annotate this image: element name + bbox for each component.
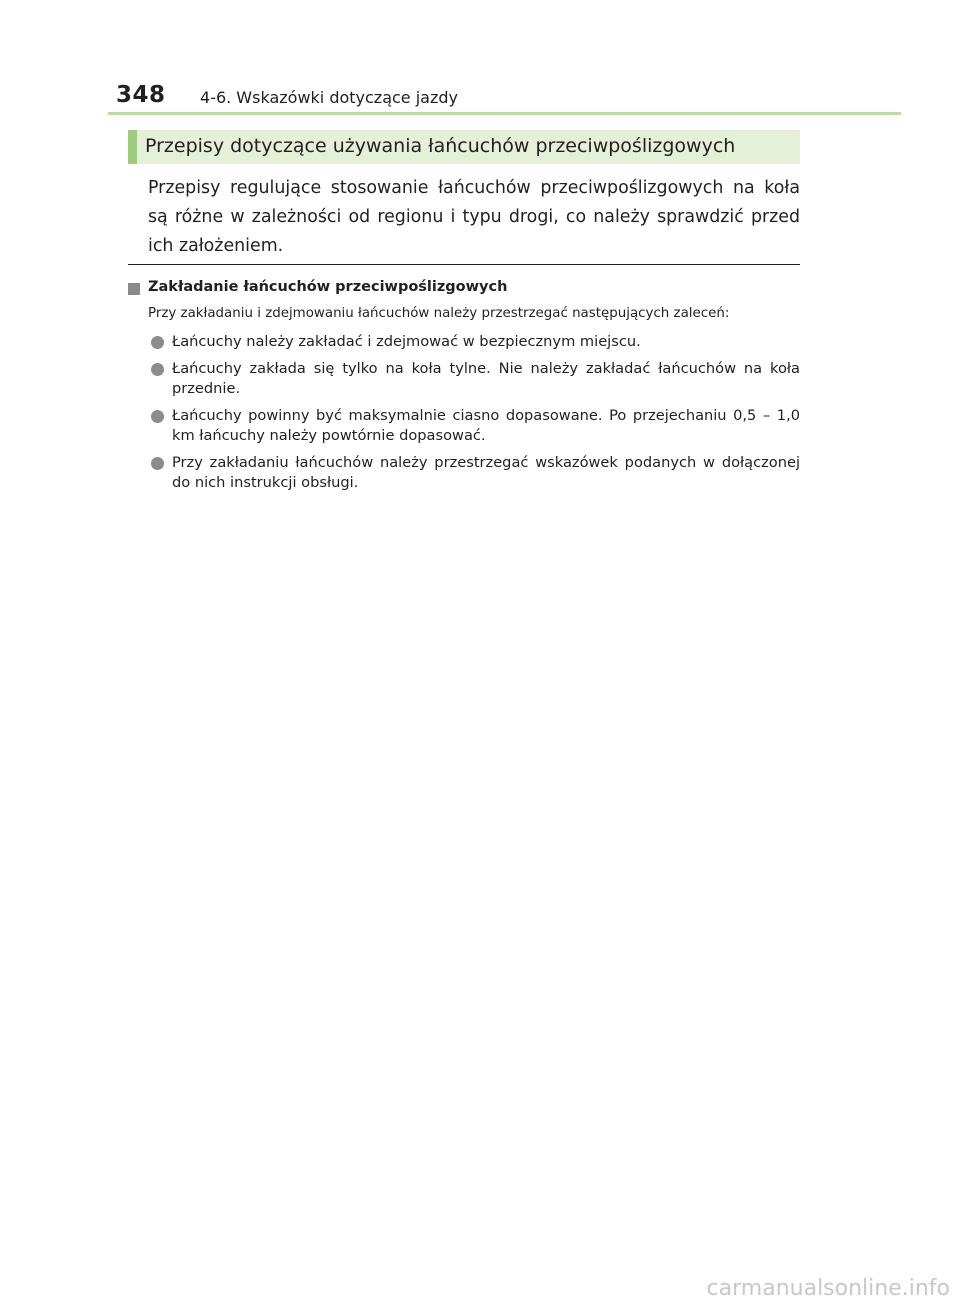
subsection-description: Przy zakładaniu i zdejmowaniu łańcuchów należy przestrzegać następujących zaleceń:: [148, 306, 730, 321]
circle-bullet-icon: [151, 336, 164, 349]
list-item-text: Łańcuchy zakłada się tylko na koła tylne. Nie należy zakładać łańcuchów na koła przednie.: [172, 359, 800, 397]
bullet-list: [148, 332, 800, 500]
list-item-text: Przy zakładaniu łańcuchów należy przestrzegać wskazówek podanych w dołączonej do nich instrukcji obsługi.: [172, 453, 800, 491]
chapter-title: 4-6. Wskazówki dotyczące jazdy: [200, 88, 459, 107]
circle-bullet-icon: [151, 410, 164, 423]
list-item: [148, 453, 800, 494]
list-item: [148, 359, 800, 400]
list-item-text: Łańcuchy powinny być maksymalnie ciasno dopasowane. Po przejechaniu 0,5 – 1,0 km łańcuchy należy powtórnie dopasować.: [172, 406, 800, 444]
list-item: [148, 332, 800, 353]
square-bullet-icon: [128, 283, 140, 295]
section-intro: Przepisy regulujące stosowanie łańcuchów przeciwpoślizgowych na koła są różne w zależności od regionu i typu drogi, co należy sprawdzić przed ich założeniem.: [148, 178, 800, 256]
subsection-title: Zakładanie łańcuchów przeciwpoślizgowych: [148, 279, 508, 295]
list-item: [148, 406, 800, 447]
list-item-text: Łańcuchy należy zakładać i zdejmować w bezpiecznym miejscu.: [172, 333, 641, 350]
section-divider: [128, 264, 800, 265]
page-number: 348: [116, 82, 166, 108]
watermark: carmanualsonline.info: [706, 1276, 950, 1301]
page-header: [116, 82, 901, 112]
section-title: Przepisy dotyczące używania łańcuchów przeciwpoślizgowych: [145, 135, 736, 157]
header-divider: [108, 112, 901, 115]
circle-bullet-icon: [151, 363, 164, 376]
circle-bullet-icon: [151, 457, 164, 470]
section-banner: [128, 130, 800, 164]
subsection-heading: [128, 278, 800, 300]
